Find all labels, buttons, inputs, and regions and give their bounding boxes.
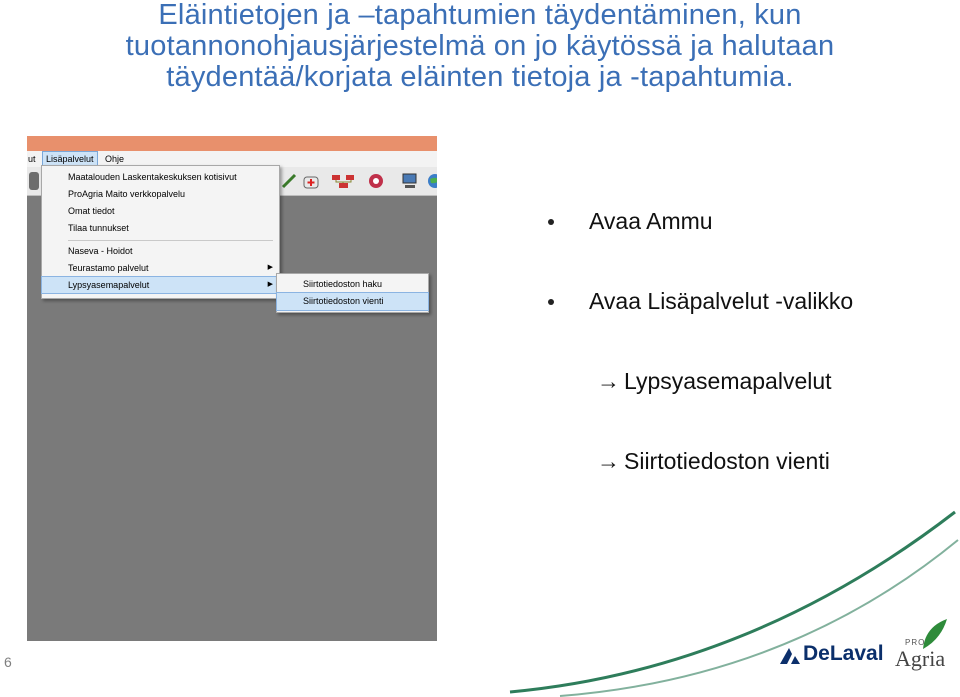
- menu-item-partial[interactable]: ut: [28, 154, 36, 164]
- toolbar-icon-partial[interactable]: [29, 172, 39, 190]
- bullet-dot-icon: [548, 219, 554, 225]
- bullet-dot-icon: [548, 299, 554, 305]
- submenu-item-siirtotiedoston-vienti[interactable]: Siirtotiedoston vienti: [277, 293, 428, 310]
- menu-item-mlk-kotisivut[interactable]: Maatalouden Laskentakeskuksen kotisivut: [68, 172, 237, 182]
- lypsyasemapalvelut-submenu: [276, 273, 429, 313]
- menu-item-omat-tiedot[interactable]: Omat tiedot: [68, 206, 115, 216]
- app-screenshot: [27, 136, 437, 641]
- arrow-right-icon: →: [597, 448, 620, 474]
- slide-title-line-2: tuotannonohjausjärjestelmä on jo käytössä ja halutaan: [125, 30, 835, 62]
- menu-item-lisapalvelut[interactable]: Lisäpalvelut: [42, 151, 98, 167]
- menu-item-teurastamo-palvelut[interactable]: Teurastamo palvelut ▶: [42, 260, 279, 276]
- menu-item-naseva-hoidot[interactable]: Naseva - Hoidot: [68, 246, 133, 256]
- slide-title-line-1: Eläintietojen ja –tapahtumien täydentäminen, kun: [158, 0, 802, 31]
- menu-item-proagria-maito[interactable]: ProAgria Maito verkkopalvelu: [68, 189, 186, 199]
- family-tree-icon[interactable]: [331, 172, 357, 190]
- globe-icon[interactable]: [426, 172, 437, 190]
- delaval-mark-icon: [779, 647, 801, 665]
- menu-item-tilaa-tunnukset[interactable]: Tilaa tunnukset: [68, 223, 129, 233]
- submenu-arrow-icon: ▶: [267, 281, 273, 288]
- proagria-logo: PRO Agria: [893, 617, 953, 677]
- computer-icon[interactable]: [401, 172, 419, 190]
- cow-icon[interactable]: [367, 172, 385, 190]
- page-number: 6: [4, 654, 12, 670]
- menu-item-lypsyasemapalvelut[interactable]: Lypsyasemapalvelut ▶: [42, 277, 279, 293]
- window-title-bar: [27, 136, 437, 151]
- menu-item-ohje[interactable]: Ohje: [105, 154, 125, 164]
- decorative-swoosh: [500, 500, 960, 697]
- submenu-item-siirtotiedoston-haku[interactable]: Siirtotiedoston haku: [303, 279, 383, 289]
- pen-icon[interactable]: [280, 172, 298, 190]
- arrow-right-icon: →: [597, 368, 620, 394]
- lisapalvelut-dropdown: [41, 165, 280, 299]
- slide-title-line-3: täydentää/korjata eläinten tietoja ja -tapahtumia.: [166, 61, 794, 93]
- medical-bag-icon[interactable]: [302, 172, 320, 190]
- menu-separator: [68, 240, 273, 241]
- submenu-arrow-icon: ▶: [267, 264, 273, 271]
- slide-title: [0, 0, 960, 93]
